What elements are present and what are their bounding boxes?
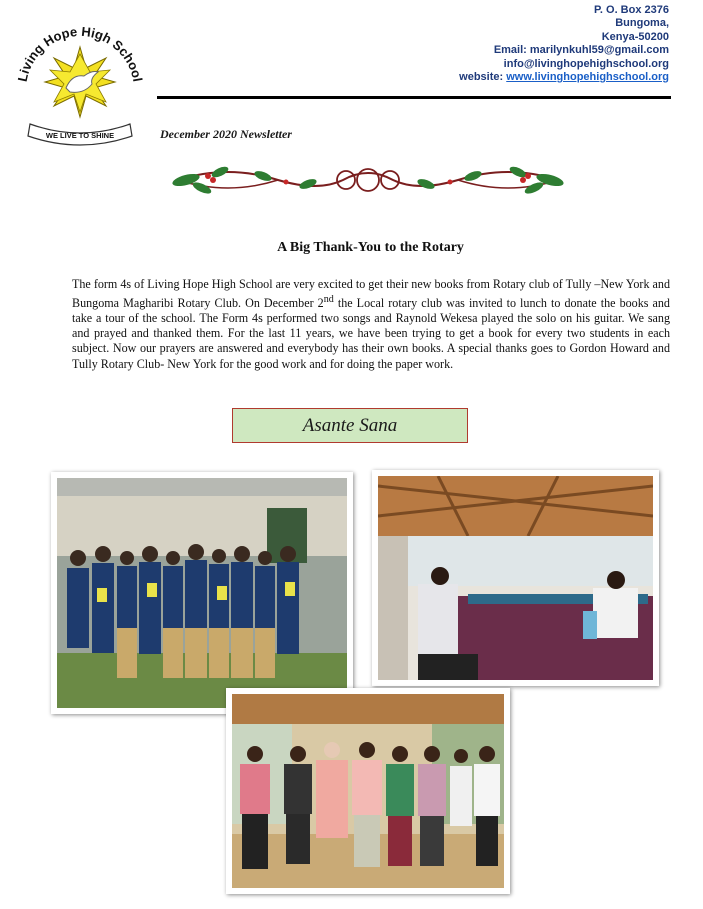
email-line xyxy=(459,44,669,57)
motto-ribbon xyxy=(28,124,132,145)
asante-sana-box: Asante Sana xyxy=(232,408,468,443)
body-part-2: the Local rotary club was invited to lunch to donate the books and take a tour of the school. The Form 4s performed two songs and Raynold Wekesa played the solo on his guitar. We sang and prayed and thanked them. For the last 11 years, we have been trying to get a book for every two students in each subject. Now our prayers are answered and everybody has their own books. A special thanks goes to Gordon Howard and Tully Rotary Club- New York for the good work and for doing the paper work. xyxy=(72,296,670,371)
website-line xyxy=(459,71,669,84)
holly-divider xyxy=(168,154,568,206)
country: Kenya-50200 xyxy=(601,30,669,43)
email-address[interactable]: marilynkuhl59@gmail.com xyxy=(529,44,669,57)
body-part-1: The form 4s of Living Hope High School are very excited to get their new books from Rotary club of Tully –New York and Bungoma Magharibi Rotary Club. On December 2 xyxy=(72,277,670,311)
school-logo xyxy=(10,12,150,152)
article-body xyxy=(72,277,670,372)
city: Bungoma, xyxy=(615,17,669,30)
photo-lunch-meeting xyxy=(372,470,659,686)
contact-block xyxy=(459,4,669,84)
website-label: website: xyxy=(459,71,504,84)
info-email[interactable]: info@livinghopehighschool.org xyxy=(503,57,669,70)
newsletter-title: December 2020 Newsletter xyxy=(160,127,292,141)
header-rule xyxy=(157,96,671,99)
body-superscript: nd xyxy=(323,294,334,306)
email-label: Email: xyxy=(493,44,527,57)
logo-motto: WE LIVE TO SHINE xyxy=(45,131,115,140)
photo-group-visitors xyxy=(226,688,510,894)
website-link[interactable]: www.livinghopehighschool.org xyxy=(506,71,669,84)
po-box: P. O. Box 2376 xyxy=(593,4,669,16)
photo-students-with-books xyxy=(51,472,353,714)
logo-arc-text: Living Hope High School xyxy=(14,23,146,84)
article-headline: A Big Thank-You to the Rotary xyxy=(277,240,464,255)
